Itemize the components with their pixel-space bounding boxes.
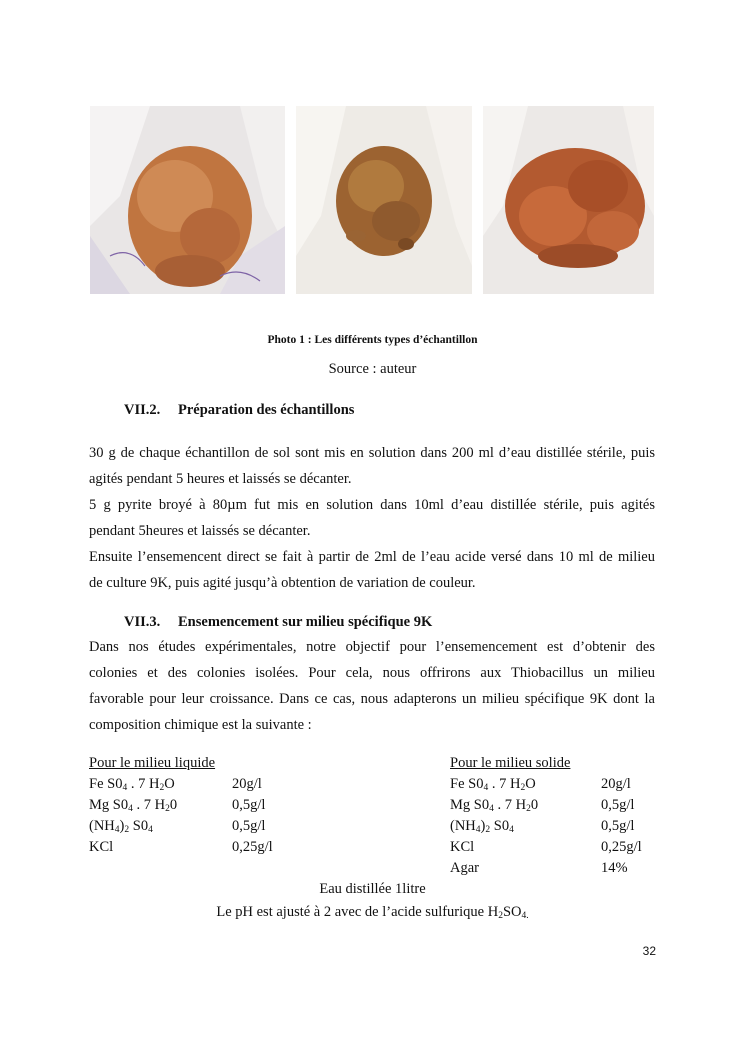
compound-nh4so4: $(NH_4)_2$ $S0_4$ <box>89 818 153 835</box>
value: 0,5g/l <box>232 818 266 834</box>
text-line: colonies et des colonies isolées. Pour cela, nous offrirons aux Thiobacillus un milieu <box>89 665 655 681</box>
value: 0,5g/l <box>601 818 635 834</box>
sample-photo-3 <box>483 106 654 294</box>
text-line: 5 g pyrite broyé à 80µm fut mis en solution dans 10ml d’eau distillée stérile, puis agités <box>89 497 655 513</box>
text-line: favorable pour leur croissance. Dans ce cas, nous adapterons un milieu spécifique 9K dont la <box>89 691 655 707</box>
sample-photo-1 <box>90 106 285 294</box>
section-title: Préparation des échantillons <box>178 402 355 418</box>
value: 0,5g/l <box>601 797 635 813</box>
text-line: Dans nos études expérimentales, notre objectif pour l’ensemencement est d’obtenir des <box>89 639 655 655</box>
compound-mgso4: Mg $S0_4$ . 7 $H_20$ <box>89 797 178 814</box>
value: 0,5g/l <box>232 797 266 813</box>
paragraph-ensemencement <box>89 634 655 738</box>
sample-photo-2 <box>296 106 472 294</box>
solid-medium-values <box>601 774 642 879</box>
compound-kcl: KCl <box>89 839 114 855</box>
figure-source: Source : auteur <box>328 361 417 377</box>
section-title: Ensemencement sur milieu spécifique 9K <box>178 614 433 630</box>
value: 20g/l <box>601 776 631 792</box>
liquid-medium-compounds <box>89 753 215 858</box>
value: 0,25g/l <box>232 839 273 855</box>
liquid-medium-heading: Pour le milieu liquide <box>89 755 216 771</box>
compound-mgso4: Mg $S0_4$ . 7 $H_20$ <box>450 797 539 814</box>
text-line: composition chimique est la suivante : <box>89 717 312 733</box>
text-line: agités pendant 5 heures et laissés se décanter. <box>89 471 352 487</box>
section-heading-7-2 <box>124 402 354 419</box>
section-number: VII.2. <box>124 402 161 418</box>
liquid-medium-values <box>232 774 273 858</box>
paragraph-preparation <box>89 440 655 596</box>
solid-medium-compounds <box>450 753 570 879</box>
compound-nh4so4: $(NH_4)_2$ $S0_4$ <box>450 818 514 835</box>
section-heading-7-3 <box>124 614 432 631</box>
compound-kcl: KCl <box>450 839 475 855</box>
text-line: pendant 5heures et laissés se décanter. <box>89 523 311 539</box>
text-line: de culture 9K, puis agité jusqu’à obtention de variation de couleur. <box>89 575 476 591</box>
text-line: Ensuite l’ensemencent direct se fait à partir de 2ml de l’eau acide versé dans 10 ml de milieu <box>89 549 655 565</box>
compound-agar: Agar <box>450 860 479 876</box>
compound-feso4: Fe $S0_4$ . 7 $H_2O$ <box>89 776 175 793</box>
figure-caption: Photo 1 : Les différents types d’échantillon <box>267 334 478 346</box>
text-line: 30 g de chaque échantillon de sol sont mis en solution dans 200 ml d’eau distillée stérile, puis <box>89 445 655 461</box>
solid-medium-heading: Pour le milieu solide <box>450 755 571 771</box>
value: 20g/l <box>232 776 262 792</box>
compound-feso4: Fe $S0_4$ . 7 $H_2O$ <box>450 776 536 793</box>
value: 14% <box>601 860 628 876</box>
section-number: VII.3. <box>124 614 161 630</box>
ph-note: Le pH est ajusté à 2 avec de l’acide sulfurique $H_2SO_{4.}$ <box>216 904 529 921</box>
page-number: 32 <box>642 944 656 958</box>
water-note: Eau distillée 1litre <box>319 881 426 897</box>
value: 0,25g/l <box>601 839 642 855</box>
